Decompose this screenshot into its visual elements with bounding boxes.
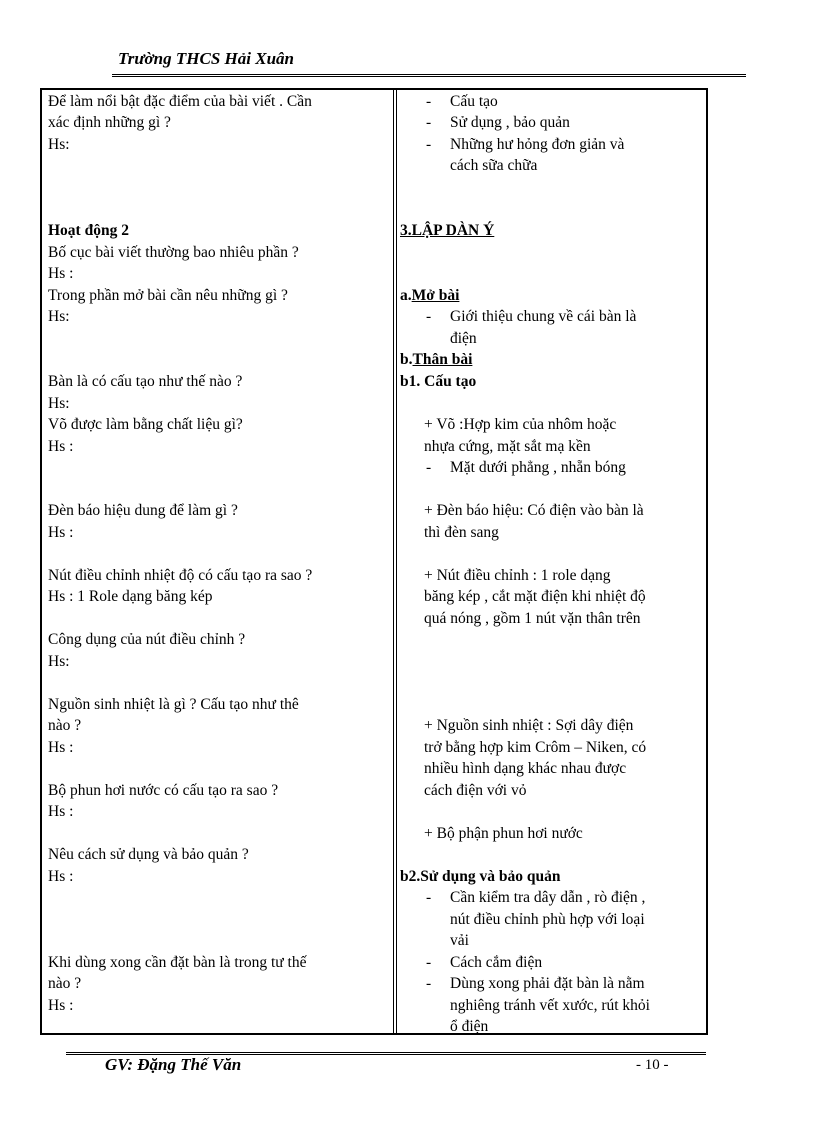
question-text: Khi dùng xong cần đặt bàn là trong tư thế — [48, 954, 307, 971]
content-text: + Nguồn sinh nhiệt : Sợi dây điện — [424, 717, 634, 734]
question-text: Đèn báo hiệu dung để làm gì ? — [48, 502, 238, 519]
question-text: Nguồn sinh nhiệt là gì ? Cấu tạo như thê — [48, 696, 299, 713]
content-text: cách điện với vỏ — [424, 782, 527, 799]
list-bullet: - — [426, 889, 432, 906]
subsection-heading: b2.Sử dụng và bảo quản — [400, 868, 561, 885]
student-answer: Hs : 1 Role dạng băng kép — [48, 588, 213, 605]
content-text: + Bộ phận phun hơi nước — [424, 825, 583, 842]
student-answer: Hs : — [48, 265, 74, 282]
page-number: - 10 - — [636, 1057, 669, 1073]
footer-teacher: GV: Đặng Thế Văn — [105, 1055, 242, 1074]
list-item: cách sữa chữa — [450, 157, 538, 174]
list-item: ổ điện — [450, 1018, 489, 1035]
header-title: Trường THCS Hải Xuân — [118, 49, 294, 68]
student-answer: Hs : — [48, 438, 74, 455]
list-bullet: - — [426, 136, 432, 153]
section-heading — [400, 220, 494, 242]
list-item: Những hư hỏng đơn giản và — [450, 136, 625, 153]
student-answer: Hs : — [48, 524, 74, 541]
subsection-heading: b1. Cấu tạo — [400, 373, 477, 390]
question-text: nào ? — [48, 975, 82, 992]
question-text: Công dụng của nút điều chỉnh ? — [48, 631, 246, 648]
student-answer: Hs: — [48, 653, 70, 670]
lesson-table — [40, 88, 708, 1035]
list-item: Giới thiệu chung về cái bàn là — [450, 308, 637, 325]
question-text: Bàn là có cấu tạo như thế nào ? — [48, 373, 243, 390]
left-column — [48, 90, 386, 1033]
question-text: Bố cục bài viết thường bao nhiêu phần ? — [48, 244, 299, 261]
subsection-prefix: b. — [400, 351, 413, 368]
list-bullet: - — [426, 459, 432, 476]
question-text: Võ được làm bằng chất liệu gì? — [48, 416, 243, 433]
student-answer: Hs : — [48, 803, 74, 820]
question-text: xác định những gì ? — [48, 114, 171, 131]
question-text: Trong phần mở bài cần nêu những gì ? — [48, 287, 288, 304]
content-text: + Đèn báo hiệu: Có điện vào bàn là — [424, 502, 644, 519]
right-column — [400, 90, 705, 1033]
list-item: vải — [450, 932, 469, 949]
content-text: + Võ :Hợp kim của nhôm hoặc — [424, 416, 617, 433]
subsection-prefix: a. — [400, 287, 412, 304]
list-item: nghiêng tránh vết xước, rút khỏi — [450, 997, 650, 1014]
list-bullet: - — [426, 114, 432, 131]
header-rule — [112, 74, 746, 77]
question-text: Nêu cách sử dụng và bảo quản ? — [48, 846, 249, 863]
question-text: Nút điều chỉnh nhiệt độ có cấu tạo ra sao ? — [48, 567, 313, 584]
list-item: Cấu tạo — [450, 93, 498, 110]
student-answer: Hs : — [48, 868, 74, 885]
list-item: Sử dụng , bảo quản — [450, 114, 570, 131]
list-item: Dùng xong phải đặt bàn là nằm — [450, 975, 645, 992]
list-bullet: - — [426, 954, 432, 971]
list-bullet: - — [426, 975, 432, 992]
column-divider — [393, 90, 397, 1033]
question-text: Để làm nổi bật đặc điểm của bài viết . Cần — [48, 93, 312, 110]
content-text: trở bằng hợp kim Crôm – Niken, có — [424, 739, 647, 756]
content-text: băng kép , cắt mặt điện khi nhiệt độ — [424, 588, 646, 605]
subsection-heading — [400, 349, 472, 371]
question-text: Bộ phun hơi nước có cấu tạo ra sao ? — [48, 782, 279, 799]
activity-heading: Hoạt động 2 — [48, 222, 129, 239]
list-item: nút điều chỉnh phù hợp với loại — [450, 911, 645, 928]
student-answer: Hs : — [48, 997, 74, 1014]
list-item: Cách cắm điện — [450, 954, 543, 971]
list-bullet: - — [426, 308, 432, 325]
content-text: quá nóng , gồm 1 nút vặn thân trên — [424, 610, 641, 627]
list-bullet: - — [426, 93, 432, 110]
content-text: nhựa cứng, mặt sắt mạ kền — [424, 438, 591, 455]
subsection-title: Thân bài — [412, 351, 473, 368]
student-answer: Hs: — [48, 308, 70, 325]
list-item: điện — [450, 330, 477, 347]
subsection-title: Mở bài — [411, 287, 460, 304]
content-text: nhiều hình dạng khác nhau được — [424, 760, 627, 777]
subsection-heading — [400, 285, 459, 307]
content-text: thì đèn sang — [424, 524, 499, 541]
content-text: + Nút điều chỉnh : 1 role dạng — [424, 567, 611, 584]
section-heading-text: 3.LẬP DÀN Ý — [400, 222, 495, 239]
question-text: nào ? — [48, 717, 82, 734]
student-answer: Hs : — [48, 739, 74, 756]
student-answer: Hs: — [48, 136, 70, 153]
student-answer: Hs: — [48, 395, 70, 412]
list-item: Cần kiểm tra dây dẫn , rò điện , — [450, 889, 646, 906]
list-item: Mặt dưới phẳng , nhẵn bóng — [450, 459, 626, 476]
